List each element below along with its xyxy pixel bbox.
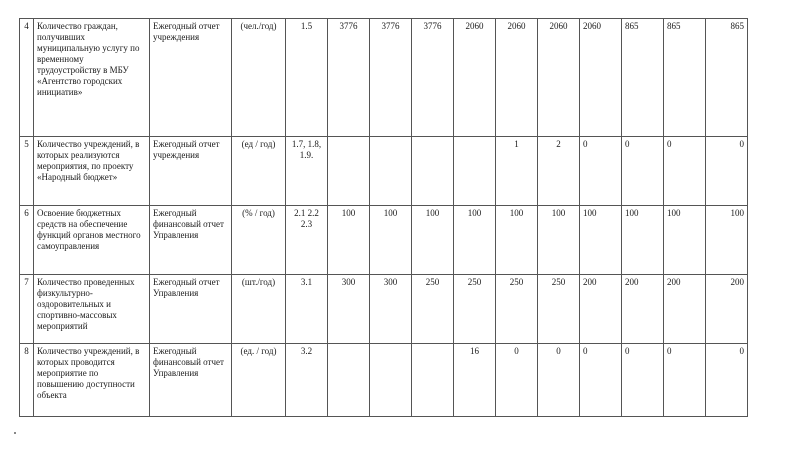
year-value-cell: 0 (580, 137, 622, 206)
row-number: 7 (20, 275, 34, 344)
activity-reference: 3.1 (286, 275, 328, 344)
data-source: Ежегодный отчет Управления (150, 275, 232, 344)
year-value-cell: 0 (622, 344, 664, 417)
row-number: 4 (20, 19, 34, 137)
year-value-cell (328, 344, 370, 417)
year-value-cell: 100 (664, 206, 706, 275)
year-value-cell: 2 (538, 137, 580, 206)
year-value-cell: 300 (370, 275, 412, 344)
indicator-name: Количество учреждений, в которых проводится мероприятие по повышению доступности объекта (34, 344, 150, 417)
indicator-name: Количество проведенных физкультурно-оздоровительных и спортивно-массовых мероприятий (34, 275, 150, 344)
activity-reference: 1.7, 1.8, 1.9. (286, 137, 328, 206)
year-value-cell: 200 (664, 275, 706, 344)
year-value-cell: 250 (412, 275, 454, 344)
year-value-cell: 0 (622, 137, 664, 206)
scan-speck (14, 432, 16, 434)
year-value-cell (328, 137, 370, 206)
year-value-cell: 16 (454, 344, 496, 417)
year-value-cell: 100 (328, 206, 370, 275)
table-row (20, 137, 748, 206)
year-value-cell: 3776 (370, 19, 412, 137)
indicator-name: Количество граждан, получивших муниципальную услугу по временному трудоустройству в МБУ «Агентство городских инициатив» (34, 19, 150, 137)
row-number: 6 (20, 206, 34, 275)
year-value-cell: 0 (664, 344, 706, 417)
year-value-cell (370, 344, 412, 417)
activity-reference: 3.2 (286, 344, 328, 417)
year-value-cell: 100 (622, 206, 664, 275)
row-number: 5 (20, 137, 34, 206)
year-value-cell: 865 (622, 19, 664, 137)
year-value-cell: 2060 (580, 19, 622, 137)
year-value-cell (454, 137, 496, 206)
year-value-cell: 0 (664, 137, 706, 206)
activity-reference: 1.5 (286, 19, 328, 137)
indicators-table (19, 18, 748, 417)
year-value-cell: 865 (706, 19, 748, 137)
year-value-cell: 2060 (538, 19, 580, 137)
year-value-cell: 100 (412, 206, 454, 275)
year-value-cell: 100 (496, 206, 538, 275)
year-value-cell: 200 (622, 275, 664, 344)
year-value-cell (370, 137, 412, 206)
year-value-cell: 300 (328, 275, 370, 344)
unit-of-measure: (ед. / год) (232, 344, 286, 417)
year-value-cell (412, 137, 454, 206)
unit-of-measure: (% / год) (232, 206, 286, 275)
data-source: Ежегодный финансовый отчет Управления (150, 206, 232, 275)
year-value-cell: 3776 (328, 19, 370, 137)
year-value-cell: 250 (538, 275, 580, 344)
table-body (20, 19, 748, 417)
indicator-name: Количество учреждений, в которых реализуются мероприятия, по проекту «Народный бюджет» (34, 137, 150, 206)
year-value-cell: 100 (706, 206, 748, 275)
year-value-cell: 100 (454, 206, 496, 275)
year-value-cell: 100 (370, 206, 412, 275)
year-value-cell: 0 (538, 344, 580, 417)
unit-of-measure: (ед / год) (232, 137, 286, 206)
unit-of-measure: (шт./год) (232, 275, 286, 344)
year-value-cell: 2060 (496, 19, 538, 137)
row-number: 8 (20, 344, 34, 417)
year-value-cell: 100 (580, 206, 622, 275)
year-value-cell (412, 344, 454, 417)
year-value-cell: 200 (706, 275, 748, 344)
unit-of-measure: (чел./год) (232, 19, 286, 137)
indicator-name: Освоение бюджетных средств на обеспечение функций органов местного самоуправления (34, 206, 150, 275)
year-value-cell: 0 (706, 137, 748, 206)
year-value-cell: 250 (496, 275, 538, 344)
year-value-cell: 865 (664, 19, 706, 137)
data-source: Ежегодный отчет учреждения (150, 19, 232, 137)
year-value-cell: 100 (538, 206, 580, 275)
year-value-cell: 3776 (412, 19, 454, 137)
table-row (20, 19, 748, 137)
data-source: Ежегодный финансовый отчет Управления (150, 344, 232, 417)
year-value-cell: 2060 (454, 19, 496, 137)
table-row (20, 344, 748, 417)
year-value-cell: 0 (496, 344, 538, 417)
table-row (20, 206, 748, 275)
table-row (20, 275, 748, 344)
year-value-cell: 250 (454, 275, 496, 344)
activity-reference: 2.1 2.2 2.3 (286, 206, 328, 275)
year-value-cell: 1 (496, 137, 538, 206)
year-value-cell: 200 (580, 275, 622, 344)
data-source: Ежегодный отчет учреждения (150, 137, 232, 206)
year-value-cell: 0 (580, 344, 622, 417)
year-value-cell: 0 (706, 344, 748, 417)
